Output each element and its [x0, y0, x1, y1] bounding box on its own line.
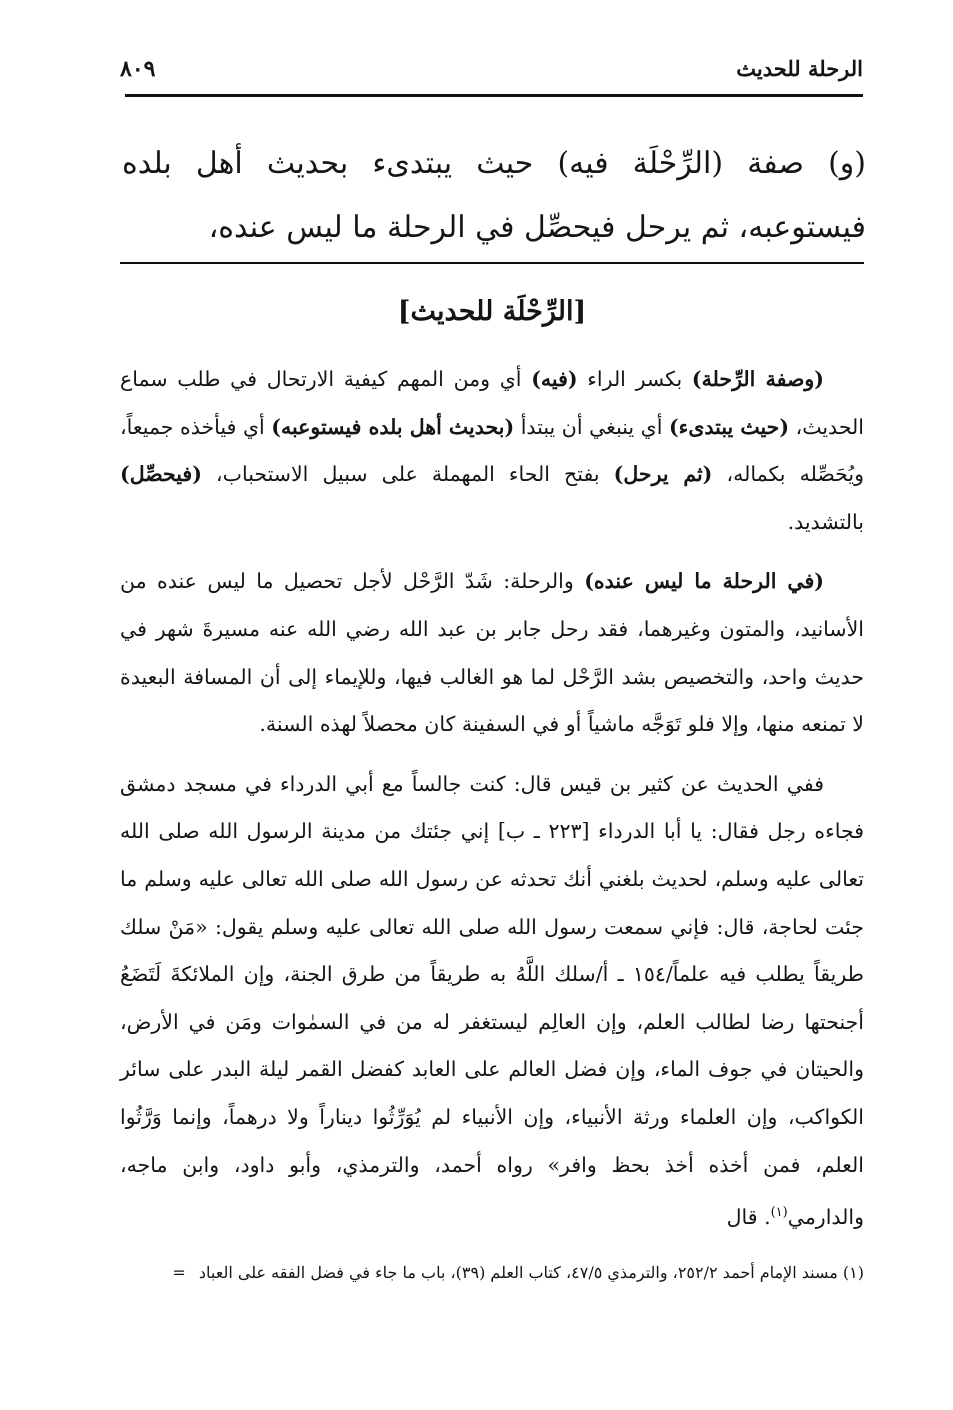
- footnote-reference[interactable]: (١): [770, 1205, 788, 1221]
- running-title: الرحلة للحديث: [736, 56, 863, 81]
- lemma: (ثم يرحل): [613, 462, 713, 487]
- lemma: (حيث يبتدىء): [668, 414, 790, 439]
- commentary: [120, 356, 864, 1254]
- footnote: [88, 1260, 864, 1286]
- commentary-text: والرحلة: شَدّ الرَّحْل لأجل تحصيل ما ليس عنده من الأسانيد، والمتون وغيرهما، فقد رحل جابر بن عبد الله رضي الله عنه مسيرةَ شهر في حديث واحد، والتخصيص بشد الرَّحْل لما هو الغالب فيها، وللإيماء إلى أن المسافة البعيدة لا تمنعه منها، وإلا فلو تَوَجَّه ماشياً أو في السفينة كان محصلاً لهذه السنة.: [120, 569, 864, 737]
- footnote-text: (١) مسند الإمام أحمد ٢٥٢/٢، والترمذي ٤٧/٥، كتاب العلم (٣٩)، باب ما جاء في فضل الفقه على العباد: [198, 1263, 864, 1282]
- commentary-text: بفتح الحاء المهملة على سبيل الاستحباب،: [201, 462, 614, 487]
- lemma: (وصفة الرِّحلة): [691, 367, 825, 391]
- commentary-text: . قال: [726, 1204, 771, 1229]
- commentary-text: أي ينبغي أن يبتدأ: [514, 414, 669, 439]
- lemma: (فيحصِّل): [120, 462, 202, 487]
- running-header: [120, 56, 863, 92]
- commentary-text: أي ومن المهم كيفية الارتحال في طلب سماع الحديث،: [120, 367, 864, 439]
- lemma: (في الرحلة ما ليس عنده): [584, 569, 824, 594]
- commentary-text: بالتشديد.: [787, 509, 864, 534]
- commentary-text: بكسر الراء: [577, 367, 692, 391]
- header-rule: [125, 94, 863, 97]
- commentary-paragraph-2: [120, 558, 864, 748]
- hadith-text: ففي الحديث عن كثير بن قيس قال: كنت جالساً مع أبي الدرداء في مسجد دمشق فجاءه رجل فقال: يا أبا الدرداء [٢٢٣ ـ ب] إني جئتك من مدينة الرسول الله صلى الله تعالى عليه وسلم، لحديث بلغني أنك تحدثه عن رسول الله صلى الله تعالى عليه وسلم ما جئت لحاجة، قال: فإني سمعت رسول الله صلى الله تعالى عليه وسلم يقول: «مَنْ سلك طريقاً يطلب فيه علماً/١٥٤ ـ أ/سلك اللَّهُ به طريقاً من طرق الجنة، وإن الملائكةَ لَتَضَعُ أجنحتها رضا لطالب العلم، وإن العالِم ليستغفر له من في السمٰوات ومَن في الأرض، والحيتان في جوف الماء، وإن فضل العالم على العابد كفضل القمر ليلة البدر على سائر الكواكب، وإن العلماء ورثة الأنبياء، وإن الأنبياء لم يُوَرِّثُوا ديناراً ولا درهماً، وإنما وَرَّثُوا العلم، فمن أخذه أخذ بحظ وافر» رواه أحمد، والترمذي، وأبو داود، وابن ماجه، والدارمي: [120, 771, 865, 1229]
- matn-text: (و) صفة (الرِّحْلَة فيه) حيث يبتدىء بحديث أهل بلده فيستوعبه، ثم يرحل فيحصِّل في الرحلة ما ليس عنده،: [122, 146, 866, 245]
- section-heading: [الرِّحْلَة للحديث]: [397, 296, 587, 327]
- commentary-text: أي فيأخذه جميعاً، ويُحَصِّله بكماله،: [120, 414, 864, 487]
- commentary-paragraph-3: [120, 761, 864, 1242]
- lemma: (بحديث أهل بلده فيستوعبه): [271, 414, 515, 439]
- footnote-continuation-mark: =: [172, 1263, 186, 1282]
- commentary-paragraph-1: [120, 356, 864, 546]
- lemma: (فيه): [531, 367, 578, 391]
- matn-divider: [120, 262, 864, 264]
- page-number: ٨٠٩: [120, 56, 156, 82]
